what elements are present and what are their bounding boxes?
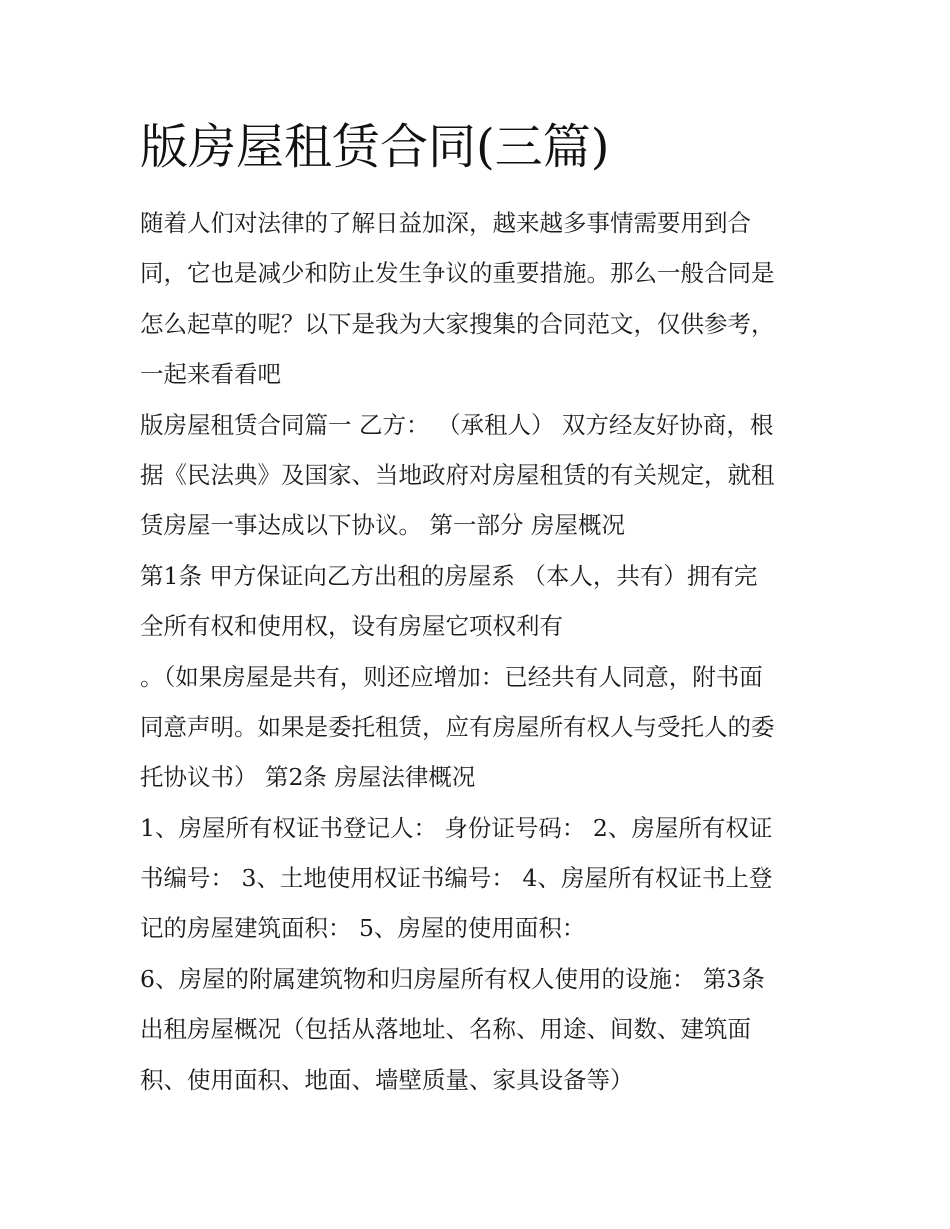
body-line: 6、房屋的附属建筑物和归房屋所有权人使用的设施： 第3条 (140, 964, 765, 993)
body-line: 托协议书） 第2条 房屋法律概况 (140, 763, 476, 792)
body-line: 据《民法典》及国家、当地政府对房屋租赁的有关规定，就租 (140, 460, 775, 489)
document-body (140, 198, 830, 1105)
body-line: 出租房屋概况（包括从落地址、名称、用途、间数、建筑面 (140, 1015, 751, 1044)
body-line: 同，它也是减少和防止发生争议的重要措施。那么一般合同是 (140, 259, 775, 288)
body-line: 一起来看看吧 (140, 360, 281, 389)
body-line: 全所有权和使用权，设有房屋它项权利有 (140, 612, 563, 641)
body-line: 记的房屋建筑面积： 5、房屋的使用面积： (140, 914, 586, 943)
body-line: 1、房屋所有权证书登记人： 身份证号码： 2、房屋所有权证 (140, 813, 773, 842)
body-line: 第1条 甲方保证向乙方出租的房屋系 （本人，共有）拥有完 (140, 561, 758, 590)
body-line: 版房屋租赁合同篇一 乙方： （承租人） 双方经友好协商，根 (140, 410, 774, 439)
body-line: 积、使用面积、地面、墙壁质量、家具设备等） (140, 1065, 634, 1094)
document-title: 版房屋租赁合同(三篇) (140, 119, 610, 175)
body-line: 同意声明。如果是委托租赁，应有房屋所有权人与受托人的委 (140, 712, 775, 741)
body-line: 书编号： 3、土地使用权证书编号： 4、房屋所有权证书上登 (140, 864, 773, 893)
body-line: 。（如果房屋是共有，则还应增加：已经共有人同意，附书面 (140, 662, 763, 691)
body-line: 随着人们对法律的了解日益加深，越来越多事情需要用到合 (140, 209, 751, 237)
body-line: 怎么起草的呢？以下是我为大家搜集的合同范文，仅供参考， (140, 309, 775, 338)
body-line: 赁房屋一事达成以下协议。 第一部分 房屋概况 (140, 511, 625, 540)
